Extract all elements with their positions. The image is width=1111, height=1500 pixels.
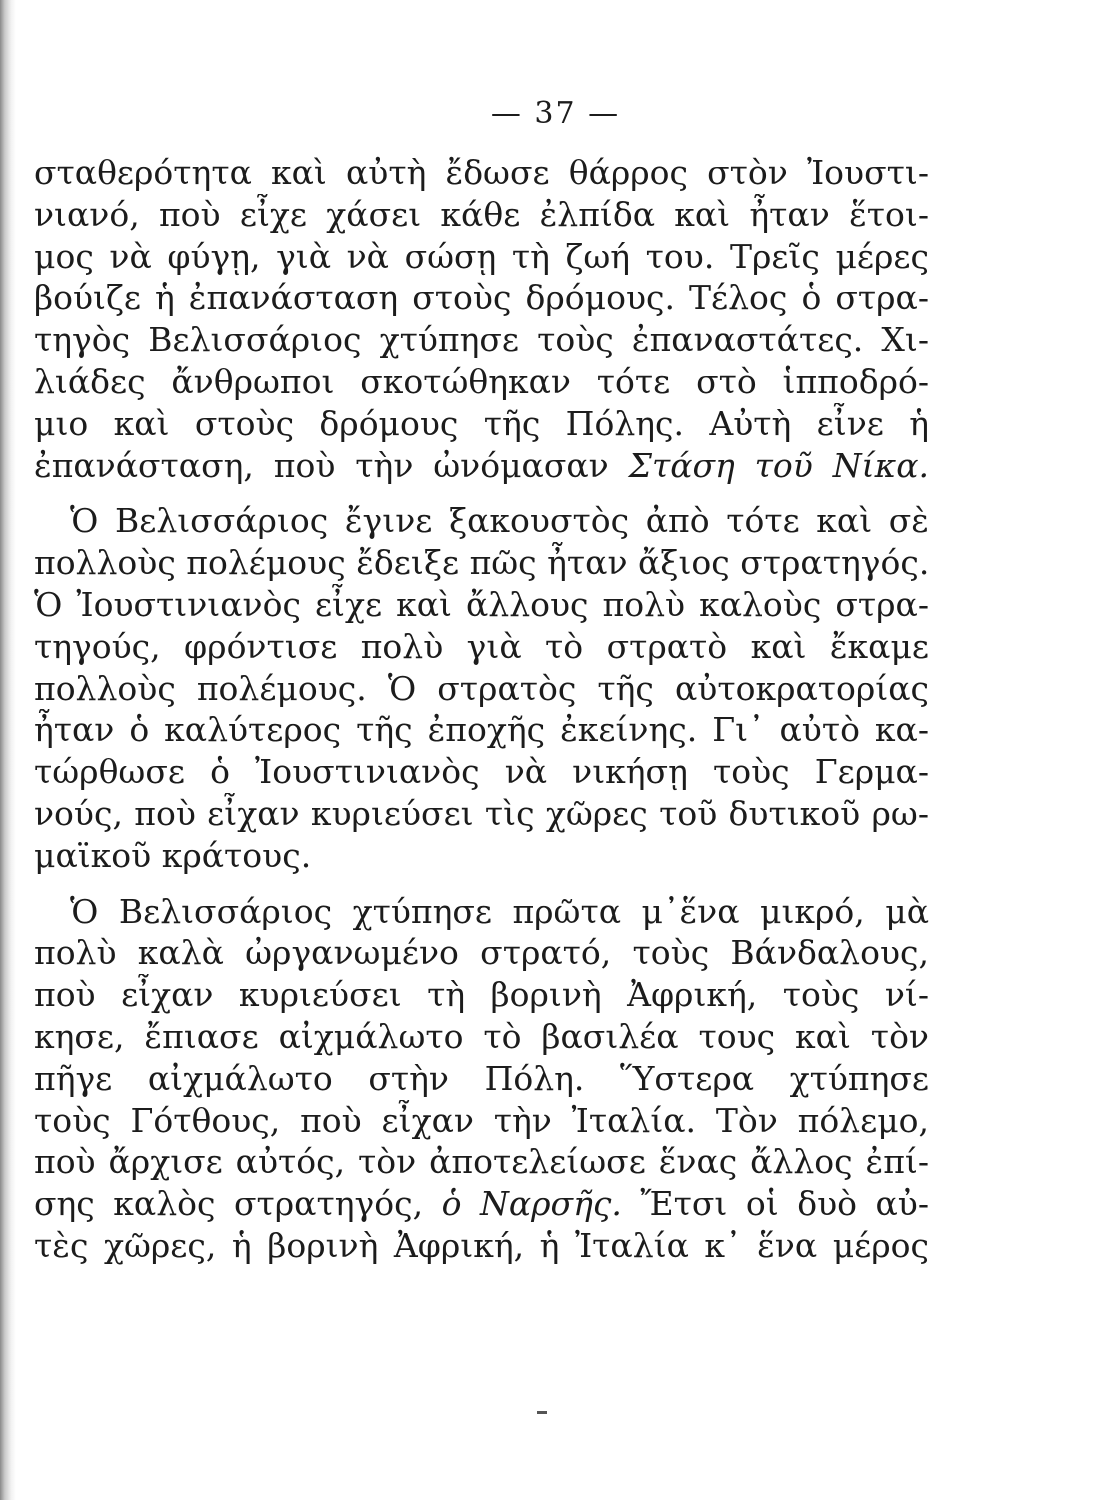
- paragraph: [34, 877, 929, 1267]
- italic-term: ὁ Ναρσῆς.: [441, 1184, 622, 1224]
- paragraph: [34, 486, 929, 584]
- page-number: — 37 —: [490, 96, 621, 131]
- text-line: μαϊκοῦ κράτους.: [34, 835, 312, 875]
- italic-term: Στάση τοῦ Νίκα.: [628, 445, 929, 485]
- text-line: τοὺς Γότθους, ποὺ εἶχαν τὴν Ἰταλία. Τὸν πόλεμο,: [34, 1100, 929, 1140]
- text-line: σταθερότητα καὶ αὐτὴ ἔδωσε θάρρος στὸν Ἰουστι-: [34, 153, 929, 192]
- text-line: Ὁ Βελισσάριος ἔγινε ξακουστὸς ἀπὸ τότε καὶ σὲ: [70, 501, 929, 541]
- text-line: Ὁ Βελισσάριος χτύπησε πρῶτα μ᾿ἕνα μικρό, μὰ: [70, 891, 929, 931]
- text-line: τὲς χῶρες, ἡ βορινὴ Ἀφρική, ἡ Ἰταλία κ᾿ ἕνα μέρος: [34, 1225, 929, 1265]
- text-line: ποὺ ἄρχισε αὐτός, τὸν ἀποτελείωσε ἕνας ἄλλος ἐπί-: [34, 1142, 929, 1182]
- text-line: βούιζε ἡ ἐπανάσταση στοὺς δρόμους. Τέλος ὁ στρα-: [34, 278, 929, 318]
- text-line: τώρθωσε ὁ Ἰουστινιανὸς νὰ νικήσῃ τοὺς Γερμα-: [34, 752, 929, 792]
- text-line: μιο καὶ στοὺς δρόμους τῆς Πόλης. Αὐτὴ εἶνε ἡ: [34, 403, 929, 443]
- text-line: Ὁ Ἰουστινιανὸς εἶχε καὶ ἄλλους πολὺ καλοὺς στρα-: [34, 584, 929, 624]
- ink-speck: [537, 1411, 547, 1414]
- scan-edge-shadow: [0, 0, 16, 1500]
- text-line: ποὺ εἶχαν κυριεύσει τὴ βορινὴ Ἀφρική, τοὺς νί-: [34, 975, 929, 1015]
- text-line: τηγούς, φρόντισε πολὺ γιὰ τὸ στρατὸ καὶ ἔκαμε: [34, 626, 929, 666]
- text-line: πῆγε αἰχμάλωτο στὴν Πόλη. Ὕστερα χτύπησε: [34, 1058, 929, 1098]
- paragraph: [34, 584, 929, 877]
- text-line: ἐπανάσταση, ποὺ τὴν ὠνόμασαν Στάση τοῦ Νίκα.: [34, 445, 929, 485]
- text-line: πολὺ καλὰ ὠργανωμένο στρατό, τοὺς Βάνδαλους,: [34, 933, 929, 973]
- text-line: νιανό, ποὺ εἶχε χάσει κάθε ἐλπίδα καὶ ἦταν ἕτοι-: [34, 194, 929, 234]
- paragraph: [34, 152, 929, 486]
- text-line: μος νὰ φύγῃ, γιὰ νὰ σώσῃ τὴ ζωή του. Τρεῖς μέρες: [34, 236, 929, 276]
- text-line: λιάδες ἄνθρωποι σκοτώθηκαν τότε στὸ ἱπποδρό-: [34, 361, 929, 401]
- body-text: [34, 152, 929, 1267]
- text-line: κησε, ἔπιασε αἰχμάλωτο τὸ βασιλέα τους καὶ τὸν: [34, 1016, 929, 1056]
- text-line: σης καλὸς στρατηγός, ὁ Ναρσῆς. Ἔτσι οἱ δυὸ αὐ-: [34, 1184, 929, 1224]
- text-line: ἦταν ὁ καλύτερος τῆς ἐποχῆς ἐκείνης. Γι᾿ αὐτὸ κα-: [34, 710, 929, 750]
- text-line: νούς, ποὺ εἶχαν κυριεύσει τὶς χῶρες τοῦ δυτικοῦ ρω-: [34, 793, 929, 833]
- paragraph-gap: [34, 877, 929, 891]
- text-line: τηγὸς Βελισσάριος χτύπησε τοὺς ἐπαναστάτες. Χι-: [34, 320, 929, 360]
- text-line: πολλοὺς πολέμους. Ὁ στρατὸς τῆς αὐτοκρατορίας: [34, 668, 929, 708]
- paragraph-gap: [34, 486, 929, 500]
- text-line: πολλοὺς πολέμους ἔδειξε πῶς ἦταν ἄξιος στρατηγός.: [34, 543, 929, 583]
